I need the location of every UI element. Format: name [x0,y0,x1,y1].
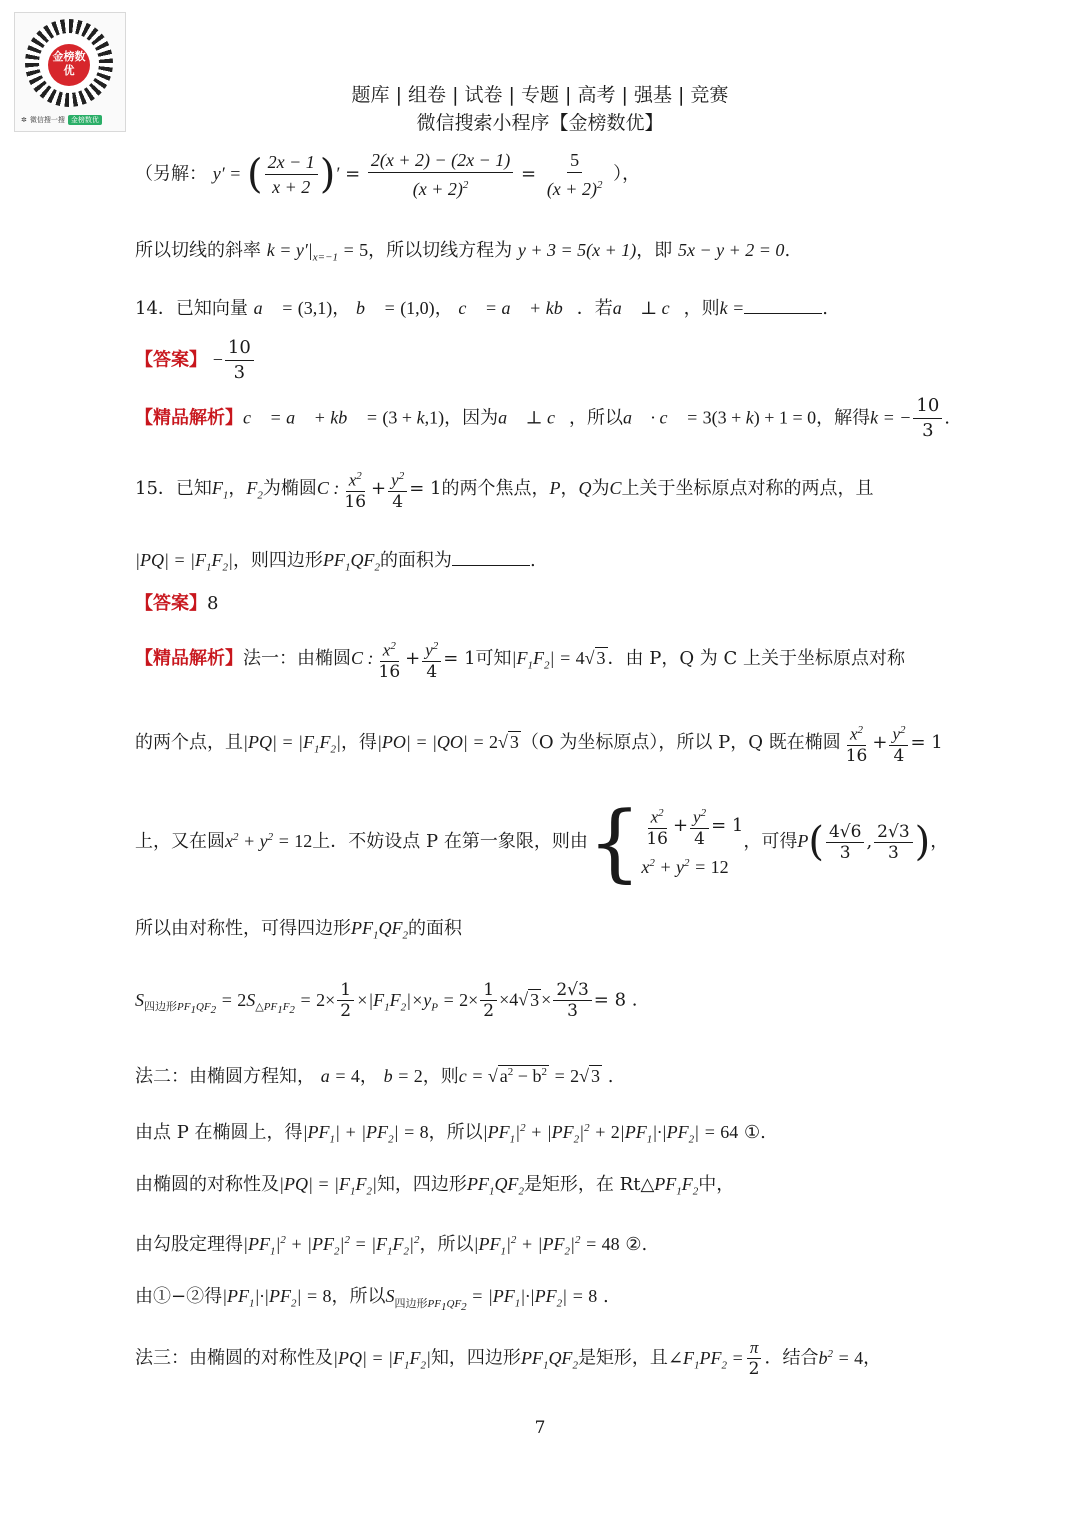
page-number: 7 [534,1418,546,1438]
area-formula: $S_{四边形PF_1QF_2} = 2S_{\triangle PF_1F_2} = 2\times$ $\frac{1}{2}$ $\times|F_1F_2|\times y_P = 2\times$ $\frac{1}{2}$ ×4√ 3 × $\frac{2√3}{3}$ = 8 . [135,980,638,1021]
question-14: 14．已知向量 a⃗ = (3,1)， b⃗ = (1,0)， c⃗ = a⃗ + kb⃗．若a⃗ ⊥ c⃗，则k = . [135,294,828,323]
analysis-14: 【精品解析】c⃗ = a⃗ + kb⃗ = (3 + k,1)，因为a⃗ ⊥ c⃗，所以a⃗ · c⃗ = 3(3 + k) + 1 = 0，解得k = − $\frac{10}{3}$ . [135,395,951,441]
logo-center-text: 金榜数优 [48,44,90,86]
analysis-15-line4: 所以由对称性，可得四边形$PF_1QF_2$的面积 [135,918,462,942]
method-2-line4: 由勾股定理得$|PF_1|^2 + |PF_2|^2 = |F_1F_2|^2$，所以$|PF_1|^2 + |PF_2|^2 = 48$ ②. [135,1234,648,1258]
logo-footer-tag: 金榜数优 [68,115,102,125]
header-subtitle: 微信搜索小程序【金榜数优】 [416,112,664,134]
alt-solution-line: （另解： y′ = ( $\frac{2x - 1}{x + 2}$ )′ = $\frac{2(x + 2) - (2x - 1)}{(x + 2)^2}$ = $\frac{5}{(x + 2)^2}$ ）， [135,150,641,199]
analysis-15-line3: 上，又在圆$x^2 + y^2 = 12$上．不妨设点 P 在第一象限，则由{ $\frac{x^2}{16}$ + $\frac{y^2}{4}$ = 1 $x^2 + y^2 = 12$ ，可得P( $\frac{4√6}{3}$ , $\frac{2√3}{3}$ )， [135,793,949,891]
header-nav: 题库 | 组卷 | 试卷 | 专题 | 高考 | 强基 | 竞赛 [351,84,729,106]
method-2-line2: 由点 P 在椭圆上，得$|PF_1| + |PF_2| = 8$，所以$|PF_1|^2 + |PF_2|^2 + 2|PF_1|\cdot|PF_2| = 64$ ①. [135,1122,766,1146]
analysis-15-line2: 的两个点，且$|PQ| = |F_1F_2|$，得|PO| = |QO| = 2√ 3 （O 为坐标原点），所以 P，Q 既在椭圆 $\frac{x^2}{16}$ + $\frac{y^2}{4}$ = 1 [135,720,943,766]
logo-footer-text: 微信搜一搜 [29,116,65,124]
method-2-line3: 由椭圆的对称性及$|PQ| = |F_1F_2|$知，四边形$PF_1QF_2$是矩形，在 $Rt\triangle PF_1F_2$中， [135,1174,735,1198]
answer-14: 【答案】 − $\frac{10}{3}$ [135,336,256,385]
method-2-line5: 由①−②得$|PF_1|\cdot|PF_2| = 8$，所以$S_{四边形PF_1QF_2} = |PF_1|\cdot|PF_2| = 8$ . [135,1286,609,1313]
slope-line: 所以切线的斜率 $k = y'|_{x=-1} = 5$，所以切线方程为 y + 3 = 5(x + 1)，即 5x − y + 2 = 0. [135,240,791,264]
method-2-line1: 法二：由椭圆方程知， a = 4， b = 2，则c = √ $a^2 - b^2 = 2√$ 3 . [135,1066,614,1087]
analysis-15-line1: 【精品解析】法一：由椭圆C : $\frac{x^2}{16}$ + $\frac{y^2}{4}$ = 1可知$|F_1F_2| = 4√$ 3 ．由 P，Q 为 C 上关于坐标原点对称 [135,636,905,682]
question-15-line2: $|PQ| = |F_1F_2|$，则四边形$PF_1QF_2$的面积为 . [135,546,536,582]
answer-15: 【答案】8 [135,593,219,614]
search-icon: ✲ [21,116,27,124]
question-15-line1: 15．已知$F_1$，$F_2$为椭圆C : $\frac{x^2}{16}$ + $\frac{y^2}{4}$ = 1的两个焦点，P，Q为C上关于坐标原点对称的两点，且 [135,466,873,512]
method-3-line1: 法三：由椭圆的对称性及$|PQ| = |F_1F_2|$知，四边形$PF_1QF_2$是矩形，且$\angle F_1PF_2$ = $\frac{\pi}{2}$ ．结合$b^2 = 4$， [135,1338,882,1379]
